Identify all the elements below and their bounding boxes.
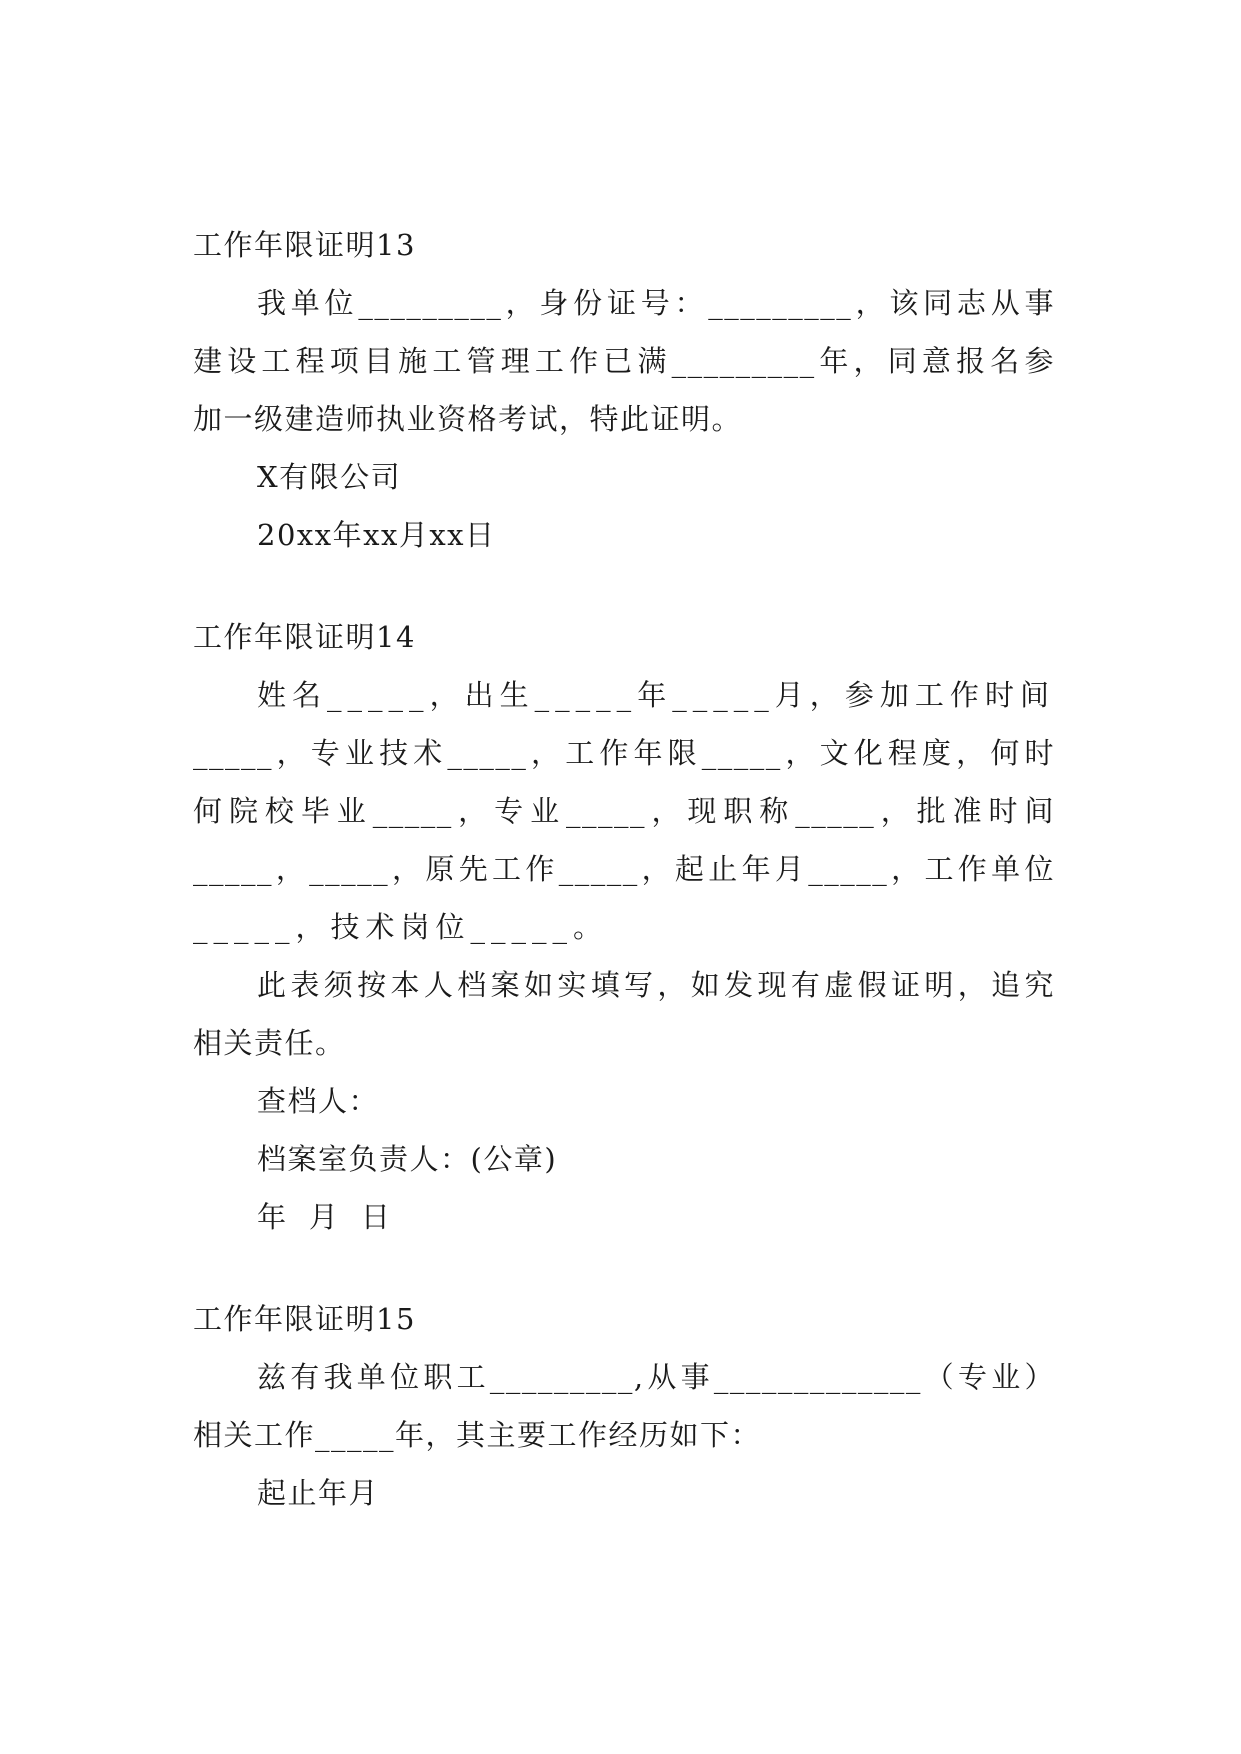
section-14-note-line-2: 相关责任。	[193, 1026, 346, 1060]
document-page	[193, 216, 1055, 1522]
section-14-body-line-1: 姓名_____，出生_____年_____月，参加工作时间	[257, 678, 1055, 712]
section-gap	[193, 1246, 1055, 1290]
section-13-company: X有限公司	[257, 460, 402, 494]
section-13-body-line-3: 加一级建造师执业资格考试，特此证明。	[193, 402, 743, 436]
section-15-period: 起止年月	[257, 1476, 380, 1510]
section-13-title: 工作年限证明13	[193, 228, 416, 262]
section-14-title: 工作年限证明14	[193, 620, 416, 654]
section-14-body-line-4: _____，_____，原先工作_____，起止年月_____，工作单位	[193, 852, 1055, 886]
section-13-date: 20xx年xx月xx日	[257, 518, 496, 552]
section-gap	[193, 564, 1055, 608]
section-14-body-line-3: 何院校毕业_____，专业_____，现职称_____，批准时间	[193, 794, 1055, 828]
section-15-title: 工作年限证明15	[193, 1302, 416, 1336]
section-14-body-line-2: _____，专业技术_____，工作年限_____，文化程度，何时	[193, 736, 1055, 770]
section-13-body-line-1: 我单位_________，身份证号：_________，该同志从事	[257, 286, 1055, 320]
section-14-note-line-1: 此表须按本人档案如实填写，如发现有虚假证明，追究	[257, 968, 1055, 1002]
section-14-checker: 查档人：	[257, 1084, 380, 1118]
section-14-date: 年 月 日	[257, 1200, 392, 1234]
section-14-body-line-5: _____，技术岗位_____。	[193, 910, 609, 944]
section-15-body-line-2: 相关工作_____年，其主要工作经历如下：	[193, 1418, 762, 1452]
section-14-archive-head: 档案室负责人：(公章)	[257, 1142, 558, 1176]
section-15-body-line-1: 兹有我单位职工_________,从事_____________（专业）	[257, 1360, 1055, 1394]
section-13-body-line-2: 建设工程项目施工管理工作已满_________年，同意报名参	[193, 344, 1055, 378]
